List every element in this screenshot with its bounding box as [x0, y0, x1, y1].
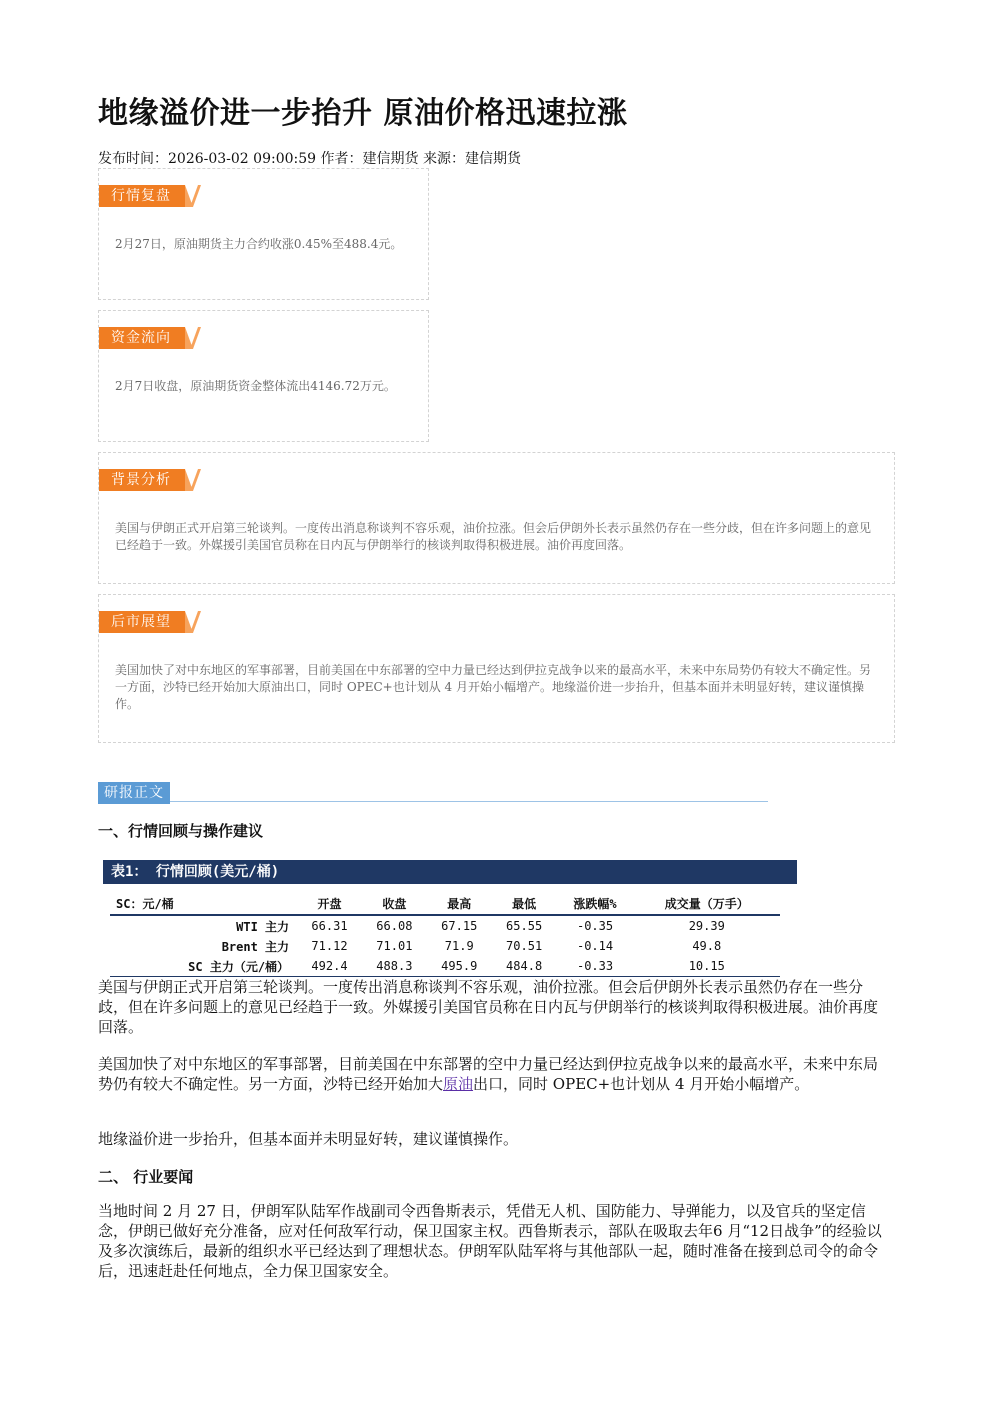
article-meta: 发布时间：2026-03-02 09:00:59 作者：建信期货 来源：建信期货 — [98, 151, 521, 167]
article-title: 地缘溢价进一步抬升 原油价格迅速拉涨 — [98, 96, 628, 131]
table-cell: WTI 主力 — [236, 919, 290, 934]
table-cell: 66.08 — [376, 919, 413, 933]
report-body-divider — [170, 801, 768, 802]
summary-box-background — [98, 452, 895, 584]
table-cell: 71.01 — [376, 939, 413, 953]
tag-outlook: 后市展望 — [99, 611, 185, 633]
table-header-cell: 开盘 — [297, 892, 362, 915]
table-header-cell: 最低 — [492, 892, 557, 915]
table-cell: 65.55 — [506, 919, 543, 933]
table-cell: -0.33 — [557, 956, 634, 977]
paragraph-military-text: 美国加快了对中东地区的军事部署，目前美国在中东部署的空中力量已经达到伊拉克战争以来的最高水平，未来中东局势仍有较大不确定性。另一方面，沙特已经开始加大 — [98, 1055, 879, 1093]
summary-box-market-review — [98, 168, 429, 300]
tag-fund-flow: 资金流向 — [99, 327, 185, 349]
paragraph-negotiation: 美国与伊朗正式开启第三轮谈判。一度传出消息称谈判不容乐观，油价拉涨。但会后伊朗外长表示虽然仍存在一些分歧，但在许多问题上的意见已经趋于一致。外媒援引美国官员称在日内瓦与伊朗举行的核谈判取得积极进展。油价再度回落。 — [98, 978, 879, 1036]
table-cell: 66.31 — [311, 919, 348, 933]
market-review-table — [110, 892, 780, 977]
table-cell: SC 主力（元/桶） — [110, 956, 297, 977]
table-cell: 488.3 — [362, 956, 427, 977]
tag-background: 背景分析 — [99, 469, 185, 491]
outlook-text: 美国加快了对中东地区的军事部署，目前美国在中东部署的空中力量已经达到伊拉克战争以来的最高水平，未来中东局势仍有较大不确定性。另一方面，沙特已经开始加大原油出口，同时 OPEC+也计划从 4 月开始小幅增产。地缘溢价进一步抬升，但基本面并未明显好转，建议谨慎操作。 — [115, 663, 872, 711]
table-header-cell: 涨跌幅% — [557, 892, 634, 915]
summary-box-fund-flow — [98, 310, 429, 442]
summary-box-outlook — [98, 594, 895, 743]
table-cell: 29.39 — [688, 919, 725, 933]
table-cell: 495.9 — [427, 956, 492, 977]
table-cell: 10.15 — [634, 956, 780, 977]
table-cell: 67.15 — [441, 919, 478, 933]
paragraph-military — [98, 1054, 892, 1094]
table-cell: 49.8 — [692, 939, 722, 953]
table-header-cell: 收盘 — [362, 892, 427, 915]
table-row — [110, 936, 780, 956]
background-text: 美国与伊朗正式开启第三轮谈判。一度传出消息称谈判不容乐观，油价拉涨。但会后伊朗外长表示虽然仍存在一些分歧，但在许多问题上的意见已经趋于一致。外媒援引美国官员称在日内瓦与伊朗举行的核谈判取得积极进展。油价再度回落。 — [115, 521, 872, 552]
table-row — [110, 956, 780, 977]
tag-market-review: 行情复盘 — [99, 185, 185, 207]
table-cell: 71.9 — [444, 939, 474, 953]
paragraph-military-text-end: 出口，同时 OPEC+也计划从 4 月开始小幅增产。 — [473, 1075, 810, 1093]
crude-oil-link[interactable]: 原油 — [443, 1075, 474, 1093]
section-heading-review: 一、行情回顾与操作建议 — [98, 822, 264, 840]
table-header-row — [110, 892, 780, 915]
table-title: 表1： 行情回顾(美元/桶) — [103, 860, 797, 884]
table-cell: -0.35 — [576, 919, 614, 933]
table-cell: -0.14 — [576, 939, 614, 953]
section-heading-news: 二、 行业要闻 — [98, 1168, 194, 1186]
report-body-tag: 研报正文 — [98, 782, 170, 804]
table-cell: 492.4 — [297, 956, 362, 977]
table-cell: 484.8 — [492, 956, 557, 977]
paragraph-news: 当地时间 2 月 27 日，伊朗军队陆军作战副司令西鲁斯表示，凭借无人机、国防能力、导弹能力，以及官兵的坚定信念，伊朗已做好充分准备，应对任何敌军行动，保卫国家主权。西鲁斯表示，部队在吸取去年6 月“12日战争”的经验以及多次演练后，最新的组织水平已经达到了理想状态。伊朗军队陆军将与其他部队一起，随时准备在接到总司令的命令后，迅速赶赴任何地点，全力保卫国家安全。 — [98, 1202, 882, 1280]
table-header-cell: 成交量（万手） — [634, 892, 780, 915]
table-cell: 70.51 — [506, 939, 543, 953]
market-review-text: 2月27日，原油期货主力合约收涨0.45%至488.4元。 — [115, 237, 403, 251]
table-header-cell: SC：元/桶 — [110, 892, 297, 915]
paragraph-conclusion: 地缘溢价进一步抬升，但基本面并未明显好转，建议谨慎操作。 — [98, 1130, 519, 1148]
table-row — [110, 915, 780, 936]
table-cell: 71.12 — [311, 939, 348, 953]
table-header-cell: 最高 — [427, 892, 492, 915]
table-cell: Brent 主力 — [221, 939, 290, 954]
fund-flow-text: 2月7日收盘，原油期货资金整体流出4146.72万元。 — [115, 379, 396, 393]
